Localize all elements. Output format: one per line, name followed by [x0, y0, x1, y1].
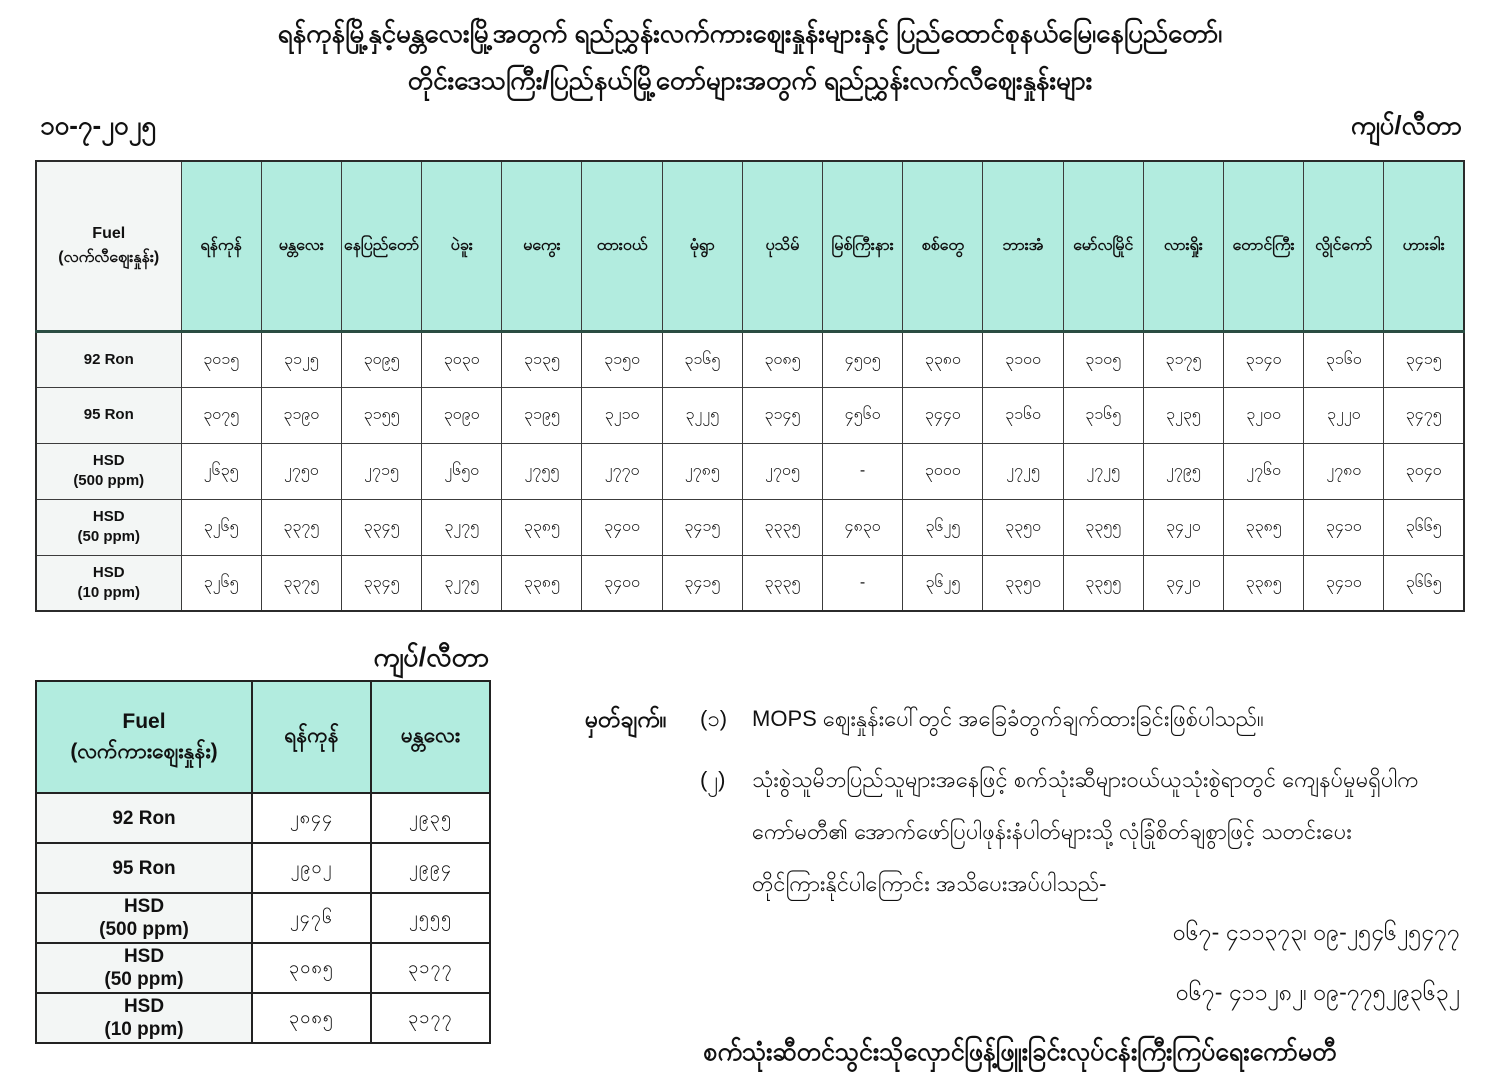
price-cell: -	[823, 443, 903, 499]
price-cell: ၃၃၅၅	[1063, 499, 1143, 555]
fuel-column-header-line2: (လက်ကားဈေးနှုန်း)	[70, 740, 218, 763]
fuel-row-label: HSD (500 ppm)	[36, 443, 181, 499]
fuel-row-label: 92 Ron	[36, 793, 252, 843]
note-1-text: MOPS ဈေးနှုန်းပေါ်တွင် အခြေခံတွက်ချက်ထားခြင်းဖြစ်ပါသည်။	[752, 706, 1264, 731]
price-cell: ၂၆၅၀	[422, 443, 502, 499]
price-cell: ၃၁၇၇	[371, 993, 490, 1043]
price-cell: ၃၃၄၅	[341, 555, 421, 611]
price-cell: ၃၀၉၅	[341, 331, 421, 387]
retail-price-table	[35, 160, 1465, 612]
price-cell: ၃၃၇၅	[261, 499, 341, 555]
price-cell: ၃၀၈၅	[252, 993, 371, 1043]
price-cell: ၃၃၅၅	[1063, 555, 1143, 611]
table-row	[36, 331, 1464, 387]
column-header-city: လားရှိုး	[1143, 161, 1223, 331]
column-header-city: ရန်ကုန်	[252, 681, 371, 793]
table-row	[36, 943, 490, 993]
note-2-line1: သုံးစွဲသူမိဘပြည်သူများအနေဖြင့် စက်သုံးဆီများဝယ်ယူသုံးစွဲရာတွင် ကျေနပ်မှုမရှိပါက	[752, 767, 1419, 792]
price-cell: ၃၃၈၅	[502, 555, 582, 611]
price-cell: ၃၀၉၀	[422, 387, 502, 443]
price-cell: ၂၉၉၄	[371, 843, 490, 893]
price-cell: ၃၄၀၀	[582, 499, 662, 555]
price-cell: ၃၂၇၅	[422, 499, 502, 555]
price-cell: -	[823, 555, 903, 611]
price-cell: ၃၆၆၅	[1384, 499, 1464, 555]
price-cell: ၃၁၇၇	[371, 943, 490, 993]
price-cell: ၃၆၂၅	[903, 555, 983, 611]
price-cell: ၃၁၄၀	[1223, 331, 1303, 387]
price-cell: ၃၃၃၅	[742, 555, 822, 611]
retail-header-row	[36, 161, 1464, 331]
price-cell: ၄၅၀၅	[823, 331, 903, 387]
note-item-1	[585, 702, 1462, 736]
fuel-column-header-line1: Fuel	[122, 710, 166, 733]
price-cell: ၃၁၆၀	[983, 387, 1063, 443]
column-header-city: ဟားခါး	[1384, 161, 1464, 331]
price-cell: ၄၅၆၀	[823, 387, 903, 443]
table-row	[36, 843, 490, 893]
price-cell: ၂၇၂၅	[1063, 443, 1143, 499]
column-header-city: တောင်ကြီး	[1223, 161, 1303, 331]
price-cell: ၃၁၅၀	[582, 331, 662, 387]
column-header-city: မြစ်ကြီးနား	[823, 161, 903, 331]
column-header-city: နေပြည်တော်	[341, 161, 421, 331]
price-cell: ၃၃၄၅	[341, 499, 421, 555]
price-cell: ၃၁၄၅	[742, 387, 822, 443]
column-header-city: မော်လမြိုင်	[1063, 161, 1143, 331]
price-cell: ၃၃၇၅	[261, 555, 341, 611]
column-header-city: မန္တလေး	[371, 681, 490, 793]
notes-section	[585, 702, 1462, 910]
table-row	[36, 443, 1464, 499]
price-cell: ၃၂၂၅	[662, 387, 742, 443]
column-header-city: ပဲခူး	[422, 161, 502, 331]
unit-label-wholesale: ကျပ်/လီတာ	[373, 642, 489, 672]
price-cell: ၃၂၂၀	[1304, 387, 1384, 443]
price-cell: ၃၁၆၅	[1063, 387, 1143, 443]
price-cell: ၃၃၅၀	[983, 499, 1063, 555]
column-header-city: စစ်တွေ	[903, 161, 983, 331]
price-cell: ၄၈၃၀	[823, 499, 903, 555]
column-header-city: မန္တလေး	[261, 161, 341, 331]
price-cell: ၃၄၁၅	[662, 555, 742, 611]
price-cell: ၃၂၇၅	[422, 555, 502, 611]
page-title	[0, 10, 1500, 104]
note-1-number: (၁)	[700, 706, 728, 731]
contact-phone-2: ဝ၆၇- ၄၁၁၂၈၂၊ ဝ၉-၇၇၅၂၉၃၆၃၂	[1175, 979, 1460, 1005]
price-cell: ၃၂၆၅	[181, 555, 261, 611]
note-2-line2: ကော်မတီ၏ အောက်ဖော်ပြပါဖုန်းနံပါတ်များသို့ လုံခြုံစိတ်ချစွာဖြင့် သတင်းပေး	[752, 819, 1352, 844]
price-cell: ၂၇၆၀	[1223, 443, 1303, 499]
price-cell: ၃၄၂၀	[1143, 499, 1223, 555]
column-header-city: လွိုင်ကော်	[1304, 161, 1384, 331]
page-title-line1: ရန်ကုန်မြို့နှင့်မန္တလေးမြို့အတွက် ရည်ညွှန်းလက်ကားဈေးနှုန်းများနှင့် ပြည်ထောင်စုနယ်မြေ၊နေပြည်တော်၊	[277, 18, 1223, 48]
table-row	[36, 893, 490, 943]
fuel-row-label: HSD (50 ppm)	[36, 499, 181, 555]
price-cell: ၂၇၈၀	[1304, 443, 1384, 499]
unit-label-retail: ကျပ်/လီတာ	[1350, 110, 1462, 140]
note-2-number: (၂)	[700, 767, 726, 792]
fuel-column-header	[36, 161, 181, 331]
price-cell: ၃၄၁၀	[1304, 499, 1384, 555]
price-cell: ၃၁၉၅	[502, 387, 582, 443]
price-cell: ၂၉၀၂	[252, 843, 371, 893]
price-cell: ၂၇၈၅	[662, 443, 742, 499]
price-cell: ၃၃၅၀	[983, 555, 1063, 611]
column-header-city: ဘားအံ	[983, 161, 1063, 331]
price-cell: ၃၄၇၅	[1384, 387, 1464, 443]
column-header-city: ထားဝယ်	[582, 161, 662, 331]
report-date: ၁၀-၇-၂၀၂၅	[40, 110, 156, 140]
price-cell: ၂၇၅၅	[502, 443, 582, 499]
price-cell: ၂၅၅၅	[371, 893, 490, 943]
price-cell: ၃၄၂၀	[1143, 555, 1223, 611]
price-cell: ၃၄၁၀	[1304, 555, 1384, 611]
fuel-column-header-line2: (လက်လီဈေးနှုန်း)	[58, 248, 160, 266]
price-cell: ၃၁၀၀	[983, 331, 1063, 387]
note-2-line3: တိုင်ကြားနိုင်ပါကြောင်း အသိပေးအပ်ပါသည်-	[752, 871, 1107, 896]
price-cell: ၃၄၁၅	[1384, 331, 1464, 387]
table-row	[36, 555, 1464, 611]
table-row	[36, 387, 1464, 443]
price-cell: ၃၂၁၀	[582, 387, 662, 443]
price-cell: ၃၃၈၀	[903, 331, 983, 387]
price-cell: ၃၁၆၅	[662, 331, 742, 387]
price-cell: ၃၄၄၀	[903, 387, 983, 443]
price-cell: ၃၃၈၅	[502, 499, 582, 555]
price-cell: ၂၇၇၀	[582, 443, 662, 499]
note-item-2	[585, 754, 1462, 910]
price-cell: ၃၄၁၅	[662, 499, 742, 555]
price-cell: ၃၀၁၅	[181, 331, 261, 387]
column-header-city: ပုသိမ်	[742, 161, 822, 331]
fuel-row-label: HSD (10 ppm)	[36, 555, 181, 611]
price-cell: ၃၆၆၅	[1384, 555, 1464, 611]
fuel-column-header	[36, 681, 252, 793]
price-cell: ၃၀၄၀	[1384, 443, 1464, 499]
committee-footer: စက်သုံးဆီတင်သွင်းသိုလှောင်ဖြန့်ဖြူးခြင်းလုပ်ငန်းကြီးကြပ်ရေးကော်မတီ	[703, 1038, 1337, 1066]
price-cell: ၃၀၃၀	[422, 331, 502, 387]
fuel-row-label: 95 Ron	[36, 387, 181, 443]
price-cell: ၃၃၈၅	[1223, 499, 1303, 555]
price-cell: ၃၁၇၅	[1143, 331, 1223, 387]
price-cell: ၃၂၆၅	[181, 499, 261, 555]
fuel-row-label: 95 Ron	[36, 843, 252, 893]
column-header-city: ရန်ကုန်	[181, 161, 261, 331]
price-cell: ၃၃၈၅	[1223, 555, 1303, 611]
price-cell: ၃၀၀၀	[903, 443, 983, 499]
price-cell: ၃၁၃၅	[502, 331, 582, 387]
price-cell: ၂၇၁၅	[341, 443, 421, 499]
price-cell: ၃၃၃၅	[742, 499, 822, 555]
price-cell: ၂၇၀၅	[742, 443, 822, 499]
price-cell: ၃၂၀၀	[1223, 387, 1303, 443]
price-cell: ၃၂၃၅	[1143, 387, 1223, 443]
price-cell: ၃၁၆၀	[1304, 331, 1384, 387]
price-cell: ၃၁၀၅	[1063, 331, 1143, 387]
page-title-line2: တိုင်းဒေသကြီး/ပြည်နယ်မြို့တော်များအတွက် ရည်ညွှန်းလက်လီဈေးနှုန်းများ	[407, 65, 1093, 95]
price-cell: ၃၄၀၀	[582, 555, 662, 611]
fuel-column-header-line1: Fuel	[92, 224, 126, 242]
fuel-row-label: HSD (500 ppm)	[36, 893, 252, 943]
price-cell: ၃၁၂၅	[261, 331, 341, 387]
price-cell: ၃၆၂၅	[903, 499, 983, 555]
fuel-row-label: 92 Ron	[36, 331, 181, 387]
wholesale-price-table	[35, 680, 491, 1044]
fuel-row-label: HSD (50 ppm)	[36, 943, 252, 993]
wholesale-header-row	[36, 681, 490, 793]
price-cell: ၂၇၂၅	[983, 443, 1063, 499]
price-cell: ၃၁၉၀	[261, 387, 341, 443]
price-cell: ၂၉၃၅	[371, 793, 490, 843]
price-cell: ၂၇၅၀	[261, 443, 341, 499]
contact-phone-1: ဝ၆၇- ၄၁၁၃၇၃၊ ဝ၉-၂၅၄၆၂၅၄၇၇	[1172, 919, 1460, 945]
price-cell: ၂၄၇၆	[252, 893, 371, 943]
price-cell: ၂၇၉၅	[1143, 443, 1223, 499]
column-header-city: မကွေး	[502, 161, 582, 331]
price-cell: ၃၁၅၅	[341, 387, 421, 443]
price-cell: ၂၆၃၅	[181, 443, 261, 499]
price-cell: ၃၀၈၅	[252, 943, 371, 993]
column-header-city: မုံရွာ	[662, 161, 742, 331]
fuel-row-label: HSD (10 ppm)	[36, 993, 252, 1043]
note-2-text	[752, 754, 1462, 910]
price-cell: ၃၀၇၅	[181, 387, 261, 443]
table-row	[36, 793, 490, 843]
price-cell: ၂၈၄၄	[252, 793, 371, 843]
table-row	[36, 993, 490, 1043]
price-cell: ၃၀၈၅	[742, 331, 822, 387]
notes-label: မှတ်ချက်။	[585, 706, 667, 732]
table-row	[36, 499, 1464, 555]
